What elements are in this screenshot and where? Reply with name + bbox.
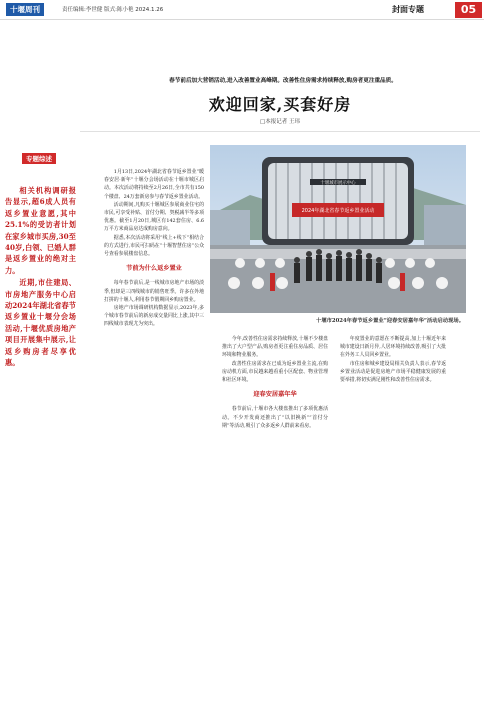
sidebar-text xyxy=(2,185,76,369)
body-paragraph: 市住房和城乡建设局相关负责人表示,春节返乡置业活动是促进房地产市场平稳健康发展的重要举措,将切实满足刚性和改善性住房需求。 xyxy=(340,360,446,384)
photo-caption: 十堰市2024年春节返乡置业“迎春安居嘉年华”活动启动现场。 xyxy=(316,318,464,324)
body-paragraph: 年度置业的意愿在不断提高,加上十堰近年来城市建设日新月异,人居环境持续改善,吸引了大批在外务工人员回乡置业。 xyxy=(340,336,446,359)
event-photo xyxy=(210,145,466,313)
article-byline: □本报记者 王玮 xyxy=(260,119,300,125)
event-photo-illustration xyxy=(210,145,466,313)
subheading: 节前为什么返乡置业 xyxy=(126,265,182,273)
building-sign: 十堰城市展示中心 xyxy=(320,181,356,186)
body-paragraph: 活动期间,凡购买十堰城区参展商业住宅的市民,可享受补贴、首付分期、契税减半等多项优惠。截至1月20日,城区有142套住房、6.6万平方米商品房达成购房意向。 xyxy=(104,201,204,233)
sidebar-paragraph: 近期,市住建局、市房地产服务中心启动2024年湖北省春节返乡置业十堰分会场活动,十堰优质房地产项目开展集中展示,让返乡购房者尽享优惠。 xyxy=(5,278,76,368)
body-column-2 xyxy=(222,335,328,698)
body-paragraph: 房地产市场调研机构数据显示,2023年,多个城市春节前后的新房成交量同比上涨,其中三四线城市表现尤为突出。 xyxy=(104,305,204,328)
sidebar-paragraph: 相关机构调研报告显示,超6成人员有返乡置业意愿,其中25.1%的受访者计划在家乡城市买房,30至40岁,白领、已婚人群是返乡置业的绝对主力。 xyxy=(5,186,76,275)
page-number: 05 xyxy=(455,2,482,18)
body-column-1 xyxy=(104,168,204,698)
article-headline: 欢迎回家,买套好房 xyxy=(208,95,352,114)
masthead-brand: 十堰周刊 xyxy=(6,3,44,16)
body-paragraph: 改善性住房需求在已成为返乡置业主流,在购房动机方面,市民越来越看重小区配套、物业管理和社区环境。 xyxy=(222,360,328,384)
sidebar-summary xyxy=(2,146,76,370)
body-paragraph: 据悉,本次活动将采用“线上+线下”相结合的方式进行,市民可扫码在“十堰智慧住房”公众号查看参展楼盘信息。 xyxy=(104,234,204,258)
section-title: 封面专题 xyxy=(392,5,424,14)
body-paragraph: 每年春节前后,是一线城市房地产市场的淡季,但却是三四线城市的销售旺季。许多在外地打拼的十堰人,利用春节假期回乡购房置业。 xyxy=(104,280,204,303)
masthead xyxy=(0,0,484,20)
subheading: 迎春安居嘉年华 xyxy=(253,391,297,399)
header-divider xyxy=(80,131,480,132)
body-column-3 xyxy=(340,335,446,698)
body-paragraph: 春节前后,十堰市各大楼盘推出了多项优惠活动。不少开发商还推出了“以旧换新”“首付分期”等活动,吸引了众多返乡人群前来看房。 xyxy=(222,406,328,429)
event-banner: 2024年湖北省春节返乡置业活动 xyxy=(301,208,375,214)
sidebar-tag: 专题综述 xyxy=(22,153,56,164)
body-paragraph: 1月13日,2024年湖北省春节返乡置业“暖春安居·新年”十堰分会场活动在十堰市城区启动。本次活动将持续至2月26日,全市共有150个楼盘、24万套新房参与春节返乡置业活动。 xyxy=(104,169,204,200)
body-paragraph: 今年,改善性住房需求持续释放,十堰不少楼盘推出了大户型产品,购房者更注重住房品质、居住环境和物业服务。 xyxy=(222,336,328,359)
article-deck: 春节前后加大营销活动,进入改善置业高峰期。改善性住房需求持续释放,购房者更注重品质。 xyxy=(169,78,397,84)
masthead-meta: 责任编辑:李世健 版式:陈小艳 2024.1.26 xyxy=(62,7,164,13)
